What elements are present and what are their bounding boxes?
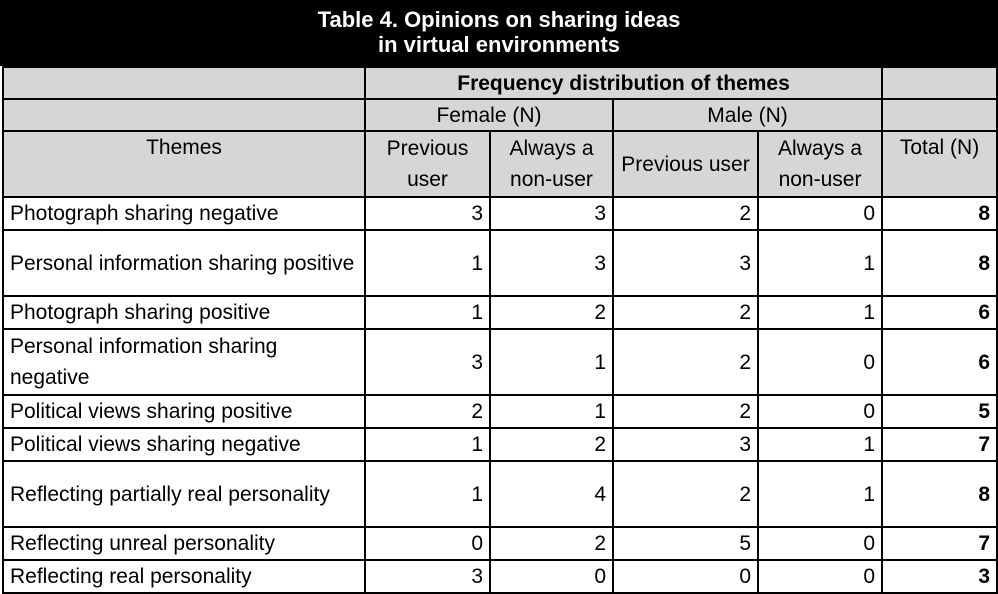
total-cell: 7	[882, 527, 997, 560]
male-previous-cell: 5	[613, 527, 758, 560]
total-cell: 8	[882, 197, 997, 230]
male-always-cell: 1	[758, 428, 882, 461]
male-previous-cell: 2	[613, 395, 758, 428]
total-cell: 5	[882, 395, 997, 428]
total-cell: 8	[882, 461, 997, 527]
female-previous-cell: 1	[365, 230, 490, 296]
theme-cell: Reflecting partially real personality	[3, 461, 365, 527]
table-row	[3, 395, 997, 428]
table-row	[3, 428, 997, 461]
female-previous-cell: 1	[365, 461, 490, 527]
female-previous-cell: 0	[365, 527, 490, 560]
header-row-frequency	[3, 67, 997, 99]
male-always-cell: 1	[758, 461, 882, 527]
female-previous-cell: 1	[365, 296, 490, 329]
male-previous-cell: 0	[613, 560, 758, 593]
total-header: Total (N)	[882, 131, 997, 197]
themes-header: Themes	[3, 131, 365, 197]
male-always-cell: 0	[758, 395, 882, 428]
male-always-cell: 0	[758, 329, 882, 395]
total-cell: 6	[882, 296, 997, 329]
male-previous-cell: 2	[613, 296, 758, 329]
theme-cell: Photograph sharing negative	[3, 197, 365, 230]
male-header: Male (N)	[613, 99, 882, 131]
header-blank-cell	[3, 67, 365, 99]
male-always-non-user-header: Always a non-user	[758, 131, 882, 197]
female-always-cell: 4	[490, 461, 613, 527]
table-row	[3, 461, 997, 527]
table-row	[3, 527, 997, 560]
total-cell: 7	[882, 428, 997, 461]
male-previous-cell: 3	[613, 230, 758, 296]
theme-cell: Reflecting unreal personality	[3, 527, 365, 560]
female-always-cell: 1	[490, 395, 613, 428]
male-previous-cell: 3	[613, 428, 758, 461]
male-previous-cell: 2	[613, 197, 758, 230]
male-always-cell: 0	[758, 560, 882, 593]
frequency-table	[2, 66, 998, 594]
theme-cell: Political views sharing positive	[3, 395, 365, 428]
header-row-columns	[3, 131, 997, 197]
table-row	[3, 230, 997, 296]
table-row	[3, 560, 997, 593]
theme-cell: Reflecting real personality	[3, 560, 365, 593]
table-title	[0, 0, 998, 66]
female-previous-cell: 3	[365, 329, 490, 395]
theme-cell: Political views sharing negative	[3, 428, 365, 461]
table-title-line-1: Table 4. Opinions on sharing ideas	[317, 7, 681, 32]
male-previous-cell: 2	[613, 461, 758, 527]
male-always-cell: 1	[758, 230, 882, 296]
female-always-cell: 2	[490, 527, 613, 560]
header-blank-cell-right	[882, 67, 997, 99]
female-always-cell: 2	[490, 428, 613, 461]
header-blank-cell	[3, 99, 365, 131]
female-previous-user-header: Previous user	[365, 131, 490, 197]
total-cell: 8	[882, 230, 997, 296]
header-blank-cell-right	[882, 99, 997, 131]
theme-cell: Photograph sharing positive	[3, 296, 365, 329]
table-row	[3, 329, 997, 395]
female-always-cell: 2	[490, 296, 613, 329]
male-always-cell: 0	[758, 527, 882, 560]
table-row	[3, 296, 997, 329]
frequency-header: Frequency distribution of themes	[365, 67, 882, 99]
table-title-line-2: in virtual environments	[377, 32, 621, 57]
female-always-cell: 1	[490, 329, 613, 395]
total-cell: 6	[882, 329, 997, 395]
female-always-cell: 3	[490, 230, 613, 296]
male-previous-user-header: Previous user	[613, 131, 758, 197]
female-previous-cell: 2	[365, 395, 490, 428]
female-always-cell: 3	[490, 197, 613, 230]
header-row-gender	[3, 99, 997, 131]
theme-cell: Personal information sharing negative	[3, 329, 365, 395]
male-always-cell: 0	[758, 197, 882, 230]
male-previous-cell: 2	[613, 329, 758, 395]
female-always-non-user-header: Always a non-user	[490, 131, 613, 197]
female-header: Female (N)	[365, 99, 613, 131]
total-cell: 3	[882, 560, 997, 593]
male-always-cell: 1	[758, 296, 882, 329]
female-always-cell: 0	[490, 560, 613, 593]
table-row	[3, 197, 997, 230]
female-previous-cell: 1	[365, 428, 490, 461]
female-previous-cell: 3	[365, 560, 490, 593]
female-previous-cell: 3	[365, 197, 490, 230]
theme-cell: Personal information sharing positive	[3, 230, 365, 296]
